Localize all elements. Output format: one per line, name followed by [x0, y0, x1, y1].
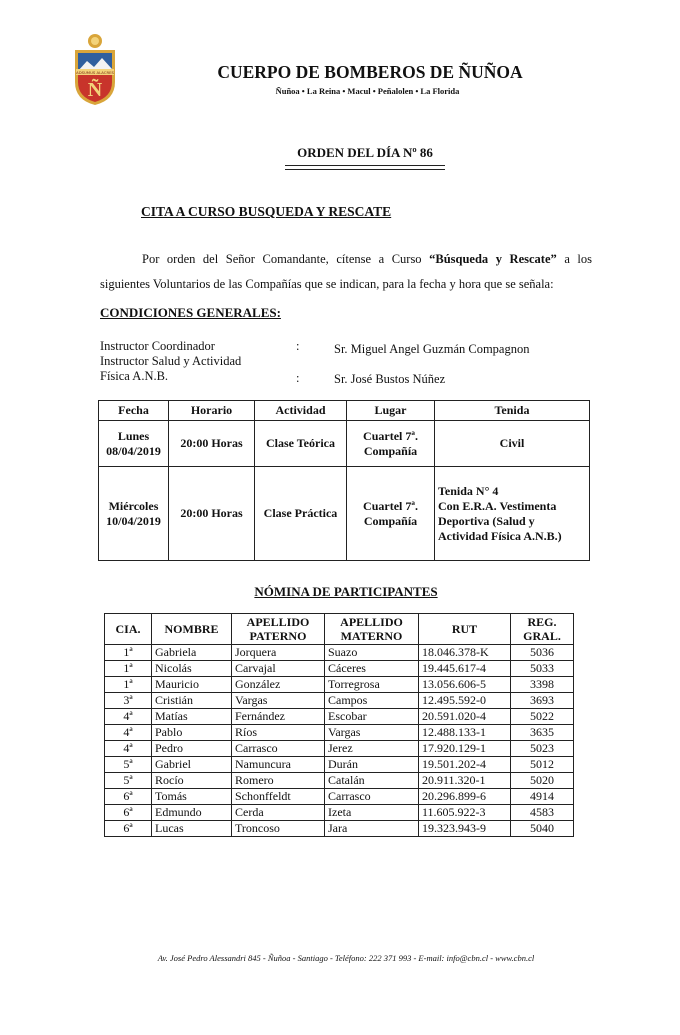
participant-name: Gabriela	[152, 645, 232, 661]
participant-rut: 18.046.378-K	[419, 645, 511, 661]
participant-company: 1ª	[105, 677, 152, 693]
table-row	[105, 805, 574, 821]
participant-name: Cristián	[152, 693, 232, 709]
participant-company: 6ª	[105, 789, 152, 805]
schedule-activity: Clase Práctica	[255, 467, 347, 561]
instructor-colon-2: :	[296, 371, 300, 385]
participant-name: Matías	[152, 709, 232, 725]
participant-registry: 3635	[511, 725, 574, 741]
participants-table	[104, 613, 574, 837]
schedule-time: 20:00 Horas	[169, 467, 255, 561]
schedule-row	[99, 467, 590, 561]
participant-maternal: Campos	[325, 693, 419, 709]
table-row	[105, 677, 574, 693]
schedule-header-row	[99, 401, 590, 421]
participant-paternal: Troncoso	[232, 821, 325, 837]
participants-body	[105, 645, 574, 837]
header-line: APELLIDO	[246, 615, 310, 629]
title-double-underline	[285, 165, 445, 170]
participant-registry: 5023	[511, 741, 574, 757]
table-row	[105, 773, 574, 789]
participant-paternal: Carvajal	[232, 661, 325, 677]
participants-header-registry	[511, 614, 574, 645]
table-row	[105, 661, 574, 677]
table-row	[105, 709, 574, 725]
participants-heading: NÓMINA DE PARTICIPANTES	[254, 584, 438, 599]
intro-text-3: siguientes Voluntarios de las Compañías que se indican, para la fecha y hora que se señala:	[100, 277, 554, 291]
participant-company: 4ª	[105, 709, 152, 725]
schedule-day: Lunes	[117, 428, 150, 443]
participant-rut: 20.591.020-4	[419, 709, 511, 725]
header-line: REG.	[527, 615, 557, 629]
header-line: RUT	[451, 622, 478, 636]
participant-name: Mauricio	[152, 677, 232, 693]
participant-name: Lucas	[152, 821, 232, 837]
table-row	[105, 693, 574, 709]
participant-rut: 19.445.617-4	[419, 661, 511, 677]
participant-name: Pedro	[152, 741, 232, 757]
table-row	[105, 741, 574, 757]
header-line: PATERNO	[249, 629, 307, 643]
conditions-heading: CONDICIONES GENERALES:	[100, 305, 281, 320]
schedule-place-line: Compañía	[363, 443, 418, 458]
schedule-date-value: 08/04/2019	[106, 443, 161, 458]
participant-company: 3ª	[105, 693, 152, 709]
schedule-table	[98, 400, 590, 561]
participant-registry: 5022	[511, 709, 574, 725]
participant-company: 5ª	[105, 757, 152, 773]
participant-company: 4ª	[105, 741, 152, 757]
instructor-role-2: Instructor Salud y Actividad	[100, 354, 242, 368]
schedule-outfit-line: Actividad Física A.N.B.)	[438, 528, 562, 543]
participant-registry: 3693	[511, 693, 574, 709]
intro-paragraph	[100, 247, 592, 297]
participants-header-paternal	[232, 614, 325, 645]
schedule-outfit	[435, 421, 590, 467]
participant-rut: 11.605.922-3	[419, 805, 511, 821]
participant-company: 1ª	[105, 661, 152, 677]
header-line: APELLIDO	[340, 615, 403, 629]
participant-registry: 5020	[511, 773, 574, 789]
participant-name: Pablo	[152, 725, 232, 741]
participant-registry: 5040	[511, 821, 574, 837]
participant-paternal: Fernández	[232, 709, 325, 725]
participant-registry: 5012	[511, 757, 574, 773]
schedule-outfit	[435, 467, 590, 561]
participant-name: Rocío	[152, 773, 232, 789]
schedule-place-line: Cuartel 7ª.	[363, 498, 418, 513]
participant-maternal: Izeta	[325, 805, 419, 821]
instructor-role-1: Instructor Coordinador	[100, 339, 215, 353]
participants-header-maternal	[325, 614, 419, 645]
header-line: GRAL.	[523, 629, 561, 643]
participant-paternal: Carrasco	[232, 741, 325, 757]
table-row	[105, 757, 574, 773]
svg-text:Ñ: Ñ	[87, 79, 103, 101]
instructor-name-1: Sr. Miguel Angel Guzmán Compagnon	[334, 342, 530, 356]
table-row	[105, 645, 574, 661]
order-title: ORDEN DEL DÍA Nº 86	[297, 145, 433, 160]
participant-rut: 13.056.606-5	[419, 677, 511, 693]
participant-maternal: Jara	[325, 821, 419, 837]
participant-registry: 3398	[511, 677, 574, 693]
participant-rut: 17.920.129-1	[419, 741, 511, 757]
participant-maternal: Carrasco	[325, 789, 419, 805]
instructor-role-2b: Física A.N.B.	[100, 369, 169, 383]
header-line: MATERNO	[340, 629, 403, 643]
participant-rut: 19.501.202-4	[419, 757, 511, 773]
participant-registry: 5033	[511, 661, 574, 677]
schedule-header-time: Horario	[169, 401, 255, 421]
table-row	[105, 725, 574, 741]
schedule-place-line: Compañía	[363, 513, 418, 528]
participant-name: Gabriel	[152, 757, 232, 773]
participant-maternal: Torregrosa	[325, 677, 419, 693]
participants-header-rut	[419, 614, 511, 645]
participant-paternal: Vargas	[232, 693, 325, 709]
schedule-header-place: Lugar	[347, 401, 435, 421]
footer-contact: Av. José Pedro Alessandri 845 - Ñuñoa - Santiago - Teléfono: 222 371 993 - E-mail: info@cbn.cl - www.cbn.cl	[157, 953, 535, 963]
schedule-activity: Clase Teórica	[255, 421, 347, 467]
participant-company: 4ª	[105, 725, 152, 741]
participant-registry: 5036	[511, 645, 574, 661]
participant-paternal: Jorquera	[232, 645, 325, 661]
schedule-place-line: Cuartel 7ª.	[363, 428, 418, 443]
participant-maternal: Jerez	[325, 741, 419, 757]
participant-rut: 20.911.320-1	[419, 773, 511, 789]
participant-maternal: Cáceres	[325, 661, 419, 677]
participant-paternal: Namuncura	[232, 757, 325, 773]
organization-communes: Ñuñoa • La Reina • Macul • Peñalolen • La Florida	[275, 86, 460, 96]
participant-maternal: Suazo	[325, 645, 419, 661]
participant-paternal: González	[232, 677, 325, 693]
table-row	[105, 821, 574, 837]
participant-paternal: Schonffeldt	[232, 789, 325, 805]
schedule-header-date: Fecha	[99, 401, 169, 421]
schedule-place	[347, 467, 435, 561]
participant-maternal: Durán	[325, 757, 419, 773]
organization-name: CUERPO DE BOMBEROS DE ÑUÑOA	[217, 62, 523, 82]
participants-header-name	[152, 614, 232, 645]
schedule-outfit-line: Con E.R.A. Vestimenta	[438, 498, 557, 513]
schedule-header-activity: Actividad	[255, 401, 347, 421]
participant-paternal: Romero	[232, 773, 325, 789]
participants-header-row	[105, 614, 574, 645]
participant-maternal: Escobar	[325, 709, 419, 725]
svg-text:ADSUMUS ALACRES: ADSUMUS ALACRES	[76, 70, 114, 75]
participant-rut: 19.323.943-9	[419, 821, 511, 837]
participants-header-company	[105, 614, 152, 645]
participant-company: 6ª	[105, 805, 152, 821]
course-name: “Búsqueda y Rescate”	[429, 252, 557, 266]
header-line: CIA.	[115, 622, 141, 636]
participant-company: 6ª	[105, 821, 152, 837]
participant-rut: 12.488.133-1	[419, 725, 511, 741]
schedule-date-value: 10/04/2019	[106, 513, 161, 528]
intro-text-1: Por orden del Señor Comandante, cítense a Curso	[142, 252, 422, 266]
participant-name: Nicolás	[152, 661, 232, 677]
participant-paternal: Cerda	[232, 805, 325, 821]
participant-rut: 12.495.592-0	[419, 693, 511, 709]
schedule-time: 20:00 Horas	[169, 421, 255, 467]
participant-company: 5ª	[105, 773, 152, 789]
schedule-header-outfit: Tenida	[435, 401, 590, 421]
schedule-date	[99, 467, 169, 561]
schedule-date	[99, 421, 169, 467]
participant-name: Edmundo	[152, 805, 232, 821]
participant-maternal: Catalán	[325, 773, 419, 789]
participant-maternal: Vargas	[325, 725, 419, 741]
schedule-day: Miércoles	[108, 498, 159, 513]
header-line: NOMBRE	[164, 622, 219, 636]
intro-text-2: a los	[564, 252, 593, 266]
schedule-outfit-line: Civil	[499, 436, 525, 450]
subject-heading: CITA A CURSO BUSQUEDA Y RESCATE	[141, 204, 392, 219]
schedule-outfit-line: Tenida N° 4	[438, 483, 499, 498]
instructor-name-2: Sr. José Bustos Núñez	[334, 372, 446, 386]
instructor-colon-1: :	[296, 339, 300, 353]
participant-registry: 4914	[511, 789, 574, 805]
participant-paternal: Ríos	[232, 725, 325, 741]
participant-rut: 20.296.899-6	[419, 789, 511, 805]
schedule-place	[347, 421, 435, 467]
participant-registry: 4583	[511, 805, 574, 821]
participant-name: Tomás	[152, 789, 232, 805]
schedule-row	[99, 421, 590, 467]
schedule-outfit-line: Deportiva (Salud y	[438, 513, 535, 528]
participant-company: 1ª	[105, 645, 152, 661]
table-row	[105, 789, 574, 805]
